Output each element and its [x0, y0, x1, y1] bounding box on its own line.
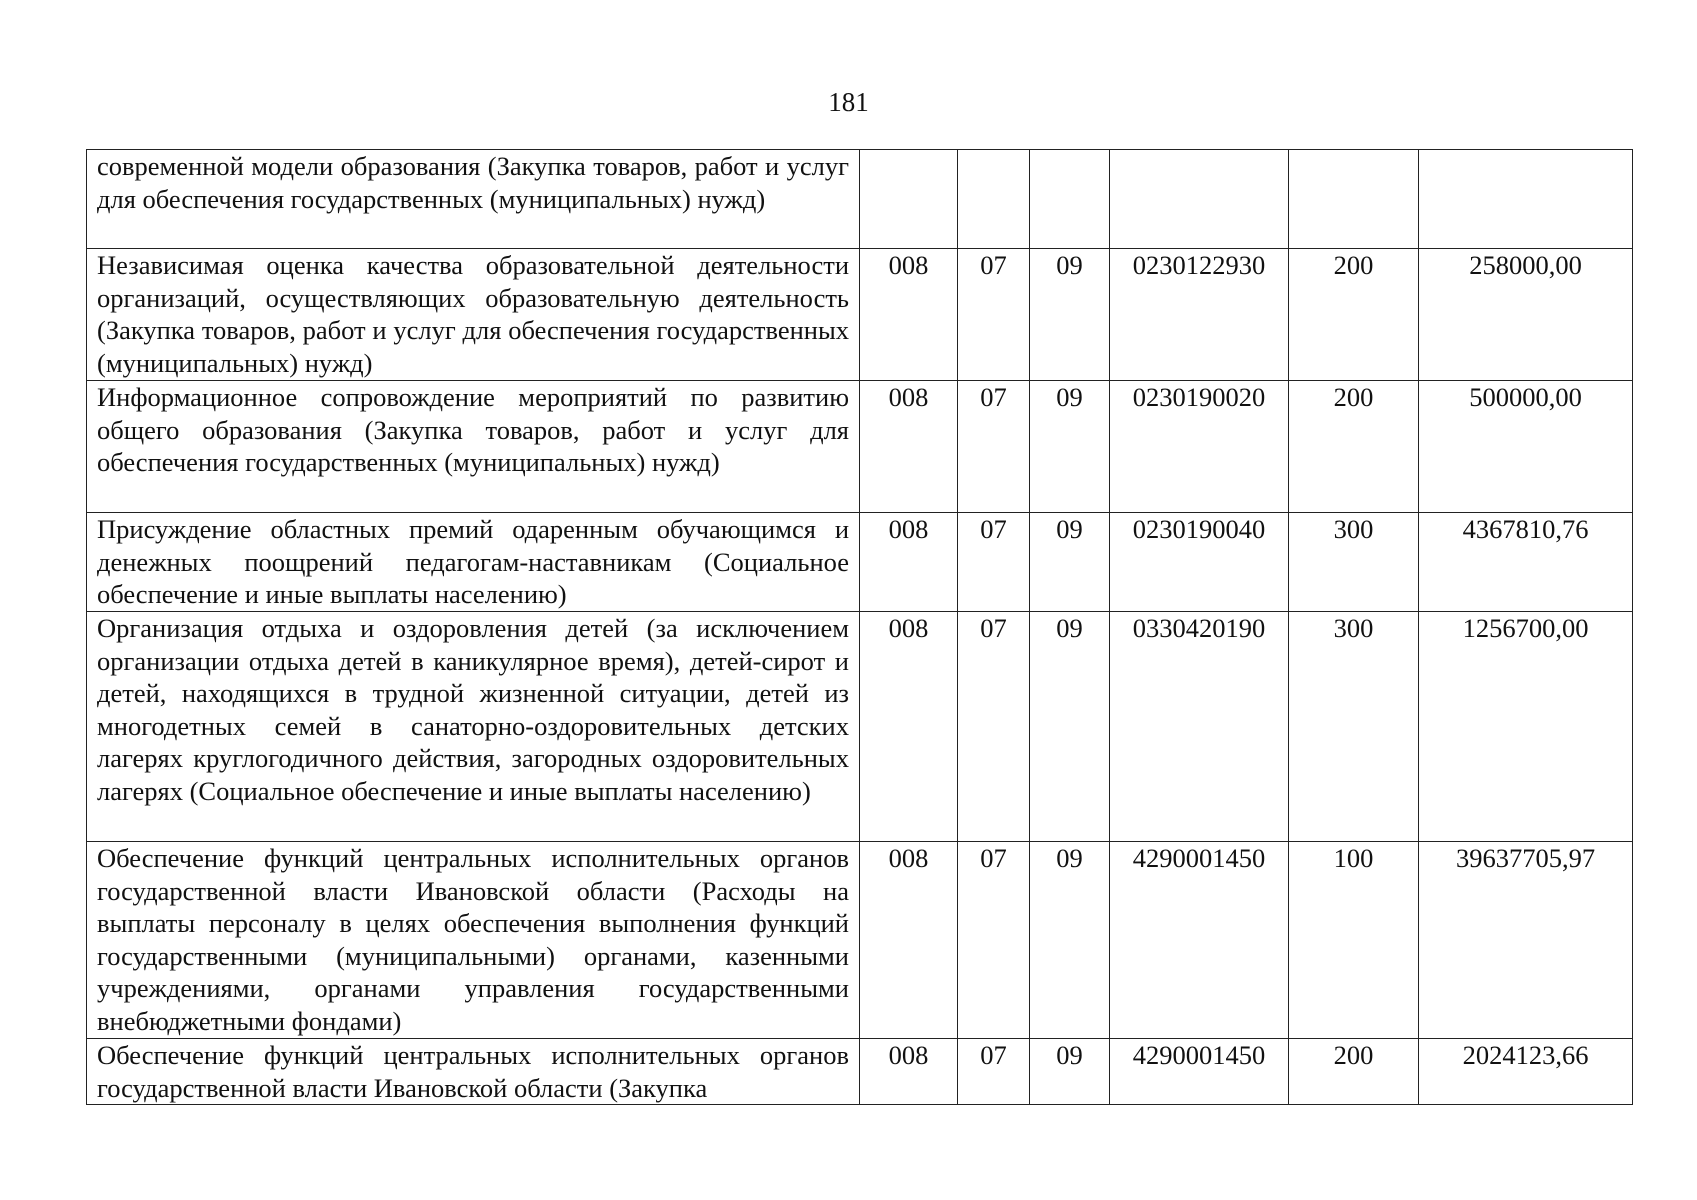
table-row [87, 150, 1633, 249]
row-expense-type-code: 300 [1289, 612, 1419, 842]
row-expense-type-code: 200 [1289, 381, 1419, 513]
row-amount: 1256700,00 [1419, 612, 1633, 842]
row-section-code: 07 [958, 381, 1030, 513]
row-ved-code: 008 [860, 842, 958, 1039]
row-subsection-code: 09 [1030, 1039, 1110, 1105]
row-amount [1419, 150, 1633, 249]
table-row [87, 381, 1633, 513]
table-row [87, 842, 1633, 1039]
row-target-article-code: 0330420190 [1110, 612, 1289, 842]
row-ved-code: 008 [860, 381, 958, 513]
row-description: Присуждение областных премий одаренным обучающимся и денежных поощрений педагогам-наставникам (Социальное обеспечение и иные выплаты населению) [87, 513, 860, 612]
row-section-code: 07 [958, 612, 1030, 842]
row-amount: 4367810,76 [1419, 513, 1633, 612]
row-subsection-code: 09 [1030, 513, 1110, 612]
row-subsection-code: 09 [1030, 612, 1110, 842]
table-row [87, 249, 1633, 381]
row-ved-code: 008 [860, 1039, 958, 1105]
row-expense-type-code: 100 [1289, 842, 1419, 1039]
row-description: Информационное сопровождение мероприятий по развитию общего образования (Закупка товаров, работ и услуг для обеспечения государственных (муниципальных) нужд) [87, 381, 860, 513]
table-row [87, 513, 1633, 612]
row-expense-type-code [1289, 150, 1419, 249]
row-description: современной модели образования (Закупка товаров, работ и услуг для обеспечения государственных (муниципальных) нужд) [87, 150, 860, 249]
row-subsection-code: 09 [1030, 249, 1110, 381]
row-amount: 39637705,97 [1419, 842, 1633, 1039]
row-expense-type-code: 200 [1289, 1039, 1419, 1105]
row-section-code: 07 [958, 1039, 1030, 1105]
page-number: 181 [828, 87, 869, 117]
row-description: Обеспечение функций центральных исполнительных органов государственной власти Ивановской области (Расходы на выплаты персоналу в целях обеспечения выполнения функций государственными (муниципальными) органами, казенными учреждениями, органами управления государственными внебюджетными фондами) [87, 842, 860, 1039]
row-target-article-code: 0230190020 [1110, 381, 1289, 513]
row-subsection-code [1030, 150, 1110, 249]
row-section-code: 07 [958, 249, 1030, 381]
row-amount: 500000,00 [1419, 381, 1633, 513]
row-section-code [958, 150, 1030, 249]
row-target-article-code [1110, 150, 1289, 249]
row-ved-code: 008 [860, 612, 958, 842]
row-target-article-code: 4290001450 [1110, 842, 1289, 1039]
row-ved-code: 008 [860, 513, 958, 612]
row-target-article-code: 4290001450 [1110, 1039, 1289, 1105]
row-description: Организация отдыха и оздоровления детей (за исключением организации отдыха детей в каникулярное время), детей-сирот и детей, находящихся в трудной жизненной ситуации, детей из многодетных семей в санаторно-оздоровительных детских лагерях круглогодичного действия, загородных оздоровительных лагерях (Социальное обеспечение и иные выплаты населению) [87, 612, 860, 842]
table-row [87, 1039, 1633, 1105]
budget-table [86, 149, 1633, 1105]
row-section-code: 07 [958, 513, 1030, 612]
row-ved-code: 008 [860, 249, 958, 381]
row-expense-type-code: 200 [1289, 249, 1419, 381]
row-ved-code [860, 150, 958, 249]
row-description: Независимая оценка качества образовательной деятельности организаций, осуществляющих образовательную деятельность (Закупка товаров, работ и услуг для обеспечения государственных (муниципальных) нужд) [87, 249, 860, 381]
row-subsection-code: 09 [1030, 381, 1110, 513]
row-amount: 2024123,66 [1419, 1039, 1633, 1105]
row-section-code: 07 [958, 842, 1030, 1039]
table-row [87, 612, 1633, 842]
row-expense-type-code: 300 [1289, 513, 1419, 612]
row-description: Обеспечение функций центральных исполнительных органов государственной власти Ивановской области (Закупка [87, 1039, 860, 1105]
row-target-article-code: 0230190040 [1110, 513, 1289, 612]
row-target-article-code: 0230122930 [1110, 249, 1289, 381]
row-subsection-code: 09 [1030, 842, 1110, 1039]
row-amount: 258000,00 [1419, 249, 1633, 381]
